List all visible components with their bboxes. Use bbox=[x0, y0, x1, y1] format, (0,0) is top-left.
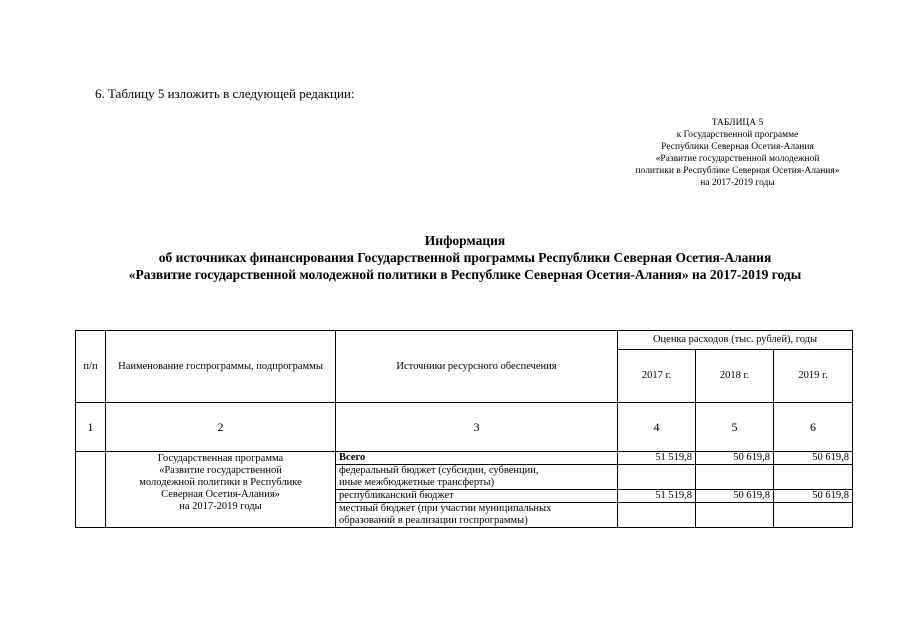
program-name-line: на 2017-2019 годы bbox=[179, 501, 262, 512]
header-year-2019: 2019 г. bbox=[774, 350, 853, 403]
header-year-2017: 2017 г. bbox=[618, 350, 696, 403]
value-cell: 51 519,8 bbox=[618, 490, 696, 503]
header-cell-estimate: Оценка расходов (тыс. рублей), годы bbox=[618, 331, 853, 350]
value-cell bbox=[774, 503, 853, 528]
header-cell-num: п/п bbox=[76, 331, 106, 403]
annex-title: ТАБЛИЦА 5 bbox=[711, 118, 764, 128]
source-line: иные межбюджетные трансферты) bbox=[339, 477, 495, 488]
financing-table bbox=[75, 330, 853, 528]
column-number: 2 bbox=[106, 403, 336, 452]
value-cell: 50 619,8 bbox=[696, 490, 774, 503]
value-cell: 51 519,8 bbox=[618, 452, 696, 465]
document-heading bbox=[40, 232, 890, 283]
row-number-cell bbox=[76, 452, 106, 528]
header-cell-source: Источники ресурсного обеспечения bbox=[336, 331, 618, 403]
value-cell bbox=[618, 465, 696, 490]
source-line: образований в реализации госпрограммы) bbox=[339, 515, 528, 526]
value-cell: 50 619,8 bbox=[774, 452, 853, 465]
column-number: 1 bbox=[76, 403, 106, 452]
program-name-line: Государственная программа bbox=[157, 453, 284, 464]
heading-title: Информация bbox=[424, 233, 506, 248]
annex-line: «Развитие государственной молодежной bbox=[655, 154, 820, 164]
value-cell bbox=[696, 503, 774, 528]
annex-line: Республики Северная Осетия-Алания bbox=[661, 142, 814, 152]
header-cell-name: Наименование госпрограммы, подпрограммы bbox=[106, 331, 336, 403]
annex-block bbox=[600, 117, 875, 189]
annex-line: политики в Республике Северная Осетия-Алания» bbox=[635, 166, 840, 176]
value-cell bbox=[696, 465, 774, 490]
value-cell: 50 619,8 bbox=[696, 452, 774, 465]
annex-line: к Государственной программе bbox=[676, 130, 799, 140]
value-cell bbox=[774, 465, 853, 490]
column-number: 6 bbox=[774, 403, 853, 452]
intro-text: 6. Таблицу 5 изложить в следующей редакции: bbox=[95, 86, 355, 101]
table-row bbox=[76, 452, 853, 465]
source-cell: республиканский бюджет bbox=[336, 490, 618, 503]
source-cell bbox=[336, 465, 618, 490]
program-name-line: «Развитие государственной bbox=[159, 465, 282, 476]
program-name-cell bbox=[106, 452, 336, 528]
annex-line: на 2017-2019 годы bbox=[700, 178, 775, 188]
source-cell bbox=[336, 503, 618, 528]
source-cell: Всего bbox=[336, 452, 618, 465]
source-line: федеральный бюджет (субсидии, субвенции, bbox=[339, 465, 539, 476]
header-year-2018: 2018 г. bbox=[696, 350, 774, 403]
heading-line: «Развитие государственной молодежной политики в Республике Северная Осетия-Алания» на 2017-2019 годы bbox=[128, 267, 802, 282]
program-name-line: Северная Осетия-Алания» bbox=[161, 489, 280, 500]
value-cell: 50 619,8 bbox=[774, 490, 853, 503]
column-number: 5 bbox=[696, 403, 774, 452]
heading-line: об источниках финансирования Государственной программы Республики Северная Осетия-Алания bbox=[158, 250, 772, 265]
column-number: 4 bbox=[618, 403, 696, 452]
source-line: местный бюджет (при участии муниципальных bbox=[339, 503, 552, 514]
column-number: 3 bbox=[336, 403, 618, 452]
value-cell bbox=[618, 503, 696, 528]
program-name-line: молодежной политики в Республике bbox=[139, 477, 302, 488]
